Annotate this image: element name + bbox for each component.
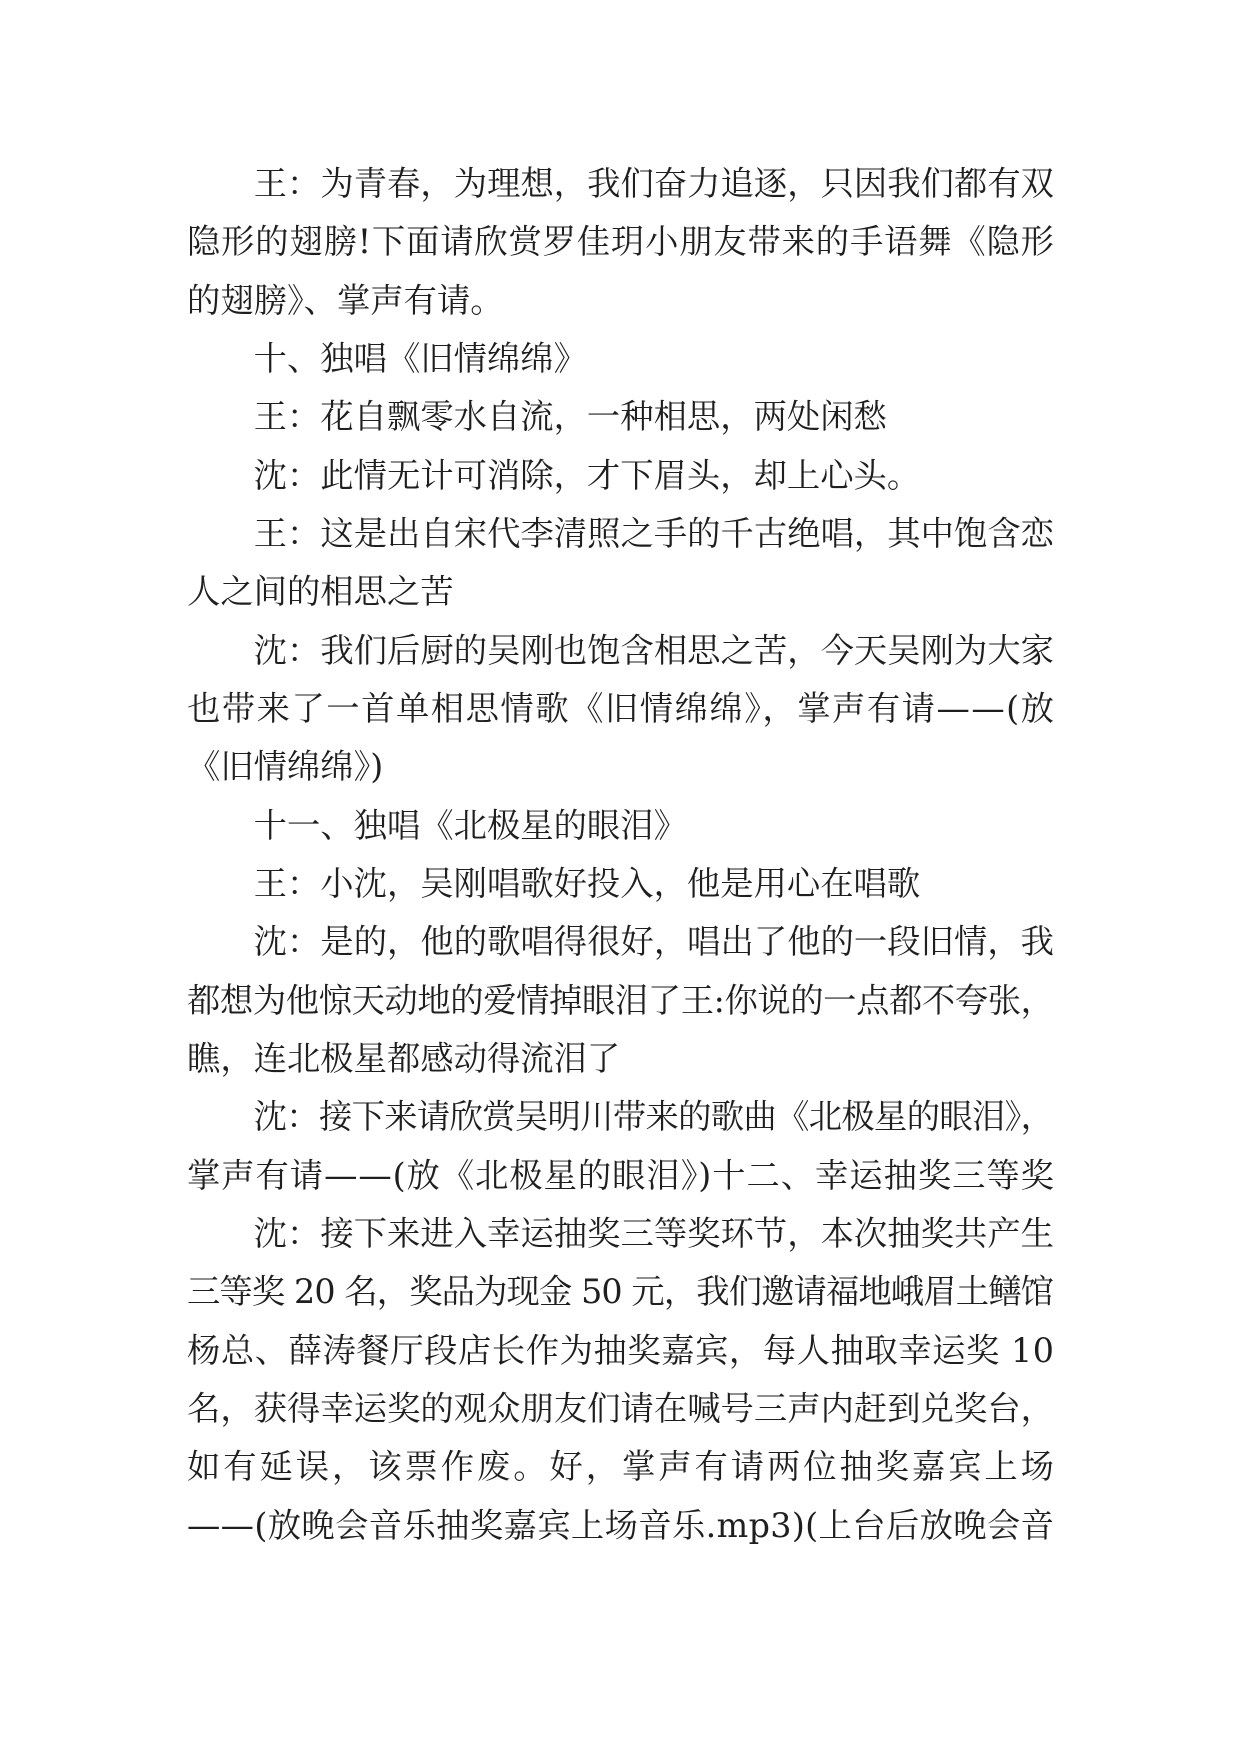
text-line [187,1205,1054,1263]
paragraph [187,622,1054,797]
text-line [187,1322,1054,1380]
text-line [187,972,1054,1030]
line-text: 如有延误，该票作废。好，掌声有请两位抽奖嘉宾上场 [187,1447,1057,1487]
text-line [187,797,1054,855]
line-text: 杨总、薛涛餐厅段店长作为抽奖嘉宾，每人抽取幸运奖 10 [187,1330,1055,1370]
text-line [187,738,1054,796]
line-text: 沈：此情无计可消除，才下眉头，却上心头。 [253,455,921,495]
line-text: 十、独唱《旧情绵绵》 [253,338,587,378]
line-text: 瞧，连北极星都感动得流泪了 [187,1038,621,1078]
section-heading [187,330,1054,388]
line-text: ——(放晚会音乐抽奖嘉宾上场音乐.mp3)(上台后放晚会音 [187,1505,1055,1545]
line-text: 的翅膀》、掌声有请。 [187,280,504,320]
line-text: 王：小沈，吴刚唱歌好投入，他是用心在唱歌 [253,863,921,903]
paragraph [187,913,1054,1088]
line-text: 隐形的翅膀!下面请欣赏罗佳玥小朋友带来的手语舞《隐形 [187,222,1055,262]
text-line [187,622,1054,680]
paragraph [187,855,1054,913]
text-line [187,388,1054,446]
line-text: 沈：接下来请欣赏吴明川带来的歌曲《北极星的眼泪》， [253,1097,1054,1137]
paragraph [187,388,1054,446]
paragraph [187,447,1054,505]
line-text: 人之间的相思之苦 [187,572,454,612]
document-body [187,155,1057,1555]
text-line [187,1088,1054,1146]
line-text: 也带来了一首单相思情歌《旧情绵绵》，掌声有请——(放 [187,688,1056,728]
text-line [187,563,1054,621]
paragraph [187,505,1054,622]
paragraph [187,155,1054,330]
section-heading [187,797,1054,855]
text-line [187,1497,1054,1555]
line-text: 掌声有请——(放《北极星的眼泪》)十二、幸运抽奖三等奖 [187,1155,1055,1195]
text-line [187,505,1054,563]
text-line [187,272,1054,330]
text-line [187,1438,1057,1496]
line-text: 王：为青春，为理想，我们奋力追逐，只因我们都有双 [253,164,1055,203]
paragraph [187,1205,1057,1555]
line-text: 十一、独唱《北极星的眼泪》 [253,805,687,845]
line-text: 都想为他惊天动地的爱情掉眼泪了王:你说的一点都不夸张， [187,980,1054,1020]
text-line [187,1030,1054,1088]
text-line [187,855,1054,913]
text-line [187,447,1054,505]
text-line [187,1380,1054,1438]
text-line [187,1263,1054,1321]
paragraph [187,1088,1054,1205]
text-line [187,330,1054,388]
text-line [187,680,1054,738]
line-text: 王：这是出自宋代李清照之手的千古绝唱，其中饱含恋 [253,513,1055,553]
text-line [187,213,1054,271]
line-text: 沈：我们后厨的吴刚也饱含相思之苦，今天吴刚为大家 [253,630,1055,670]
text-line [187,155,1054,213]
line-text: 名，获得幸运奖的观众朋友们请在喊号三声内赶到兑奖台， [187,1388,1055,1428]
line-text: 沈：接下来进入幸运抽奖三等奖环节，本次抽奖共产生 [253,1213,1055,1253]
line-text: 沈：是的，他的歌唱得很好，唱出了他的一段旧情，我 [253,922,1055,962]
text-line [187,913,1054,971]
line-text: 《旧情绵绵》) [187,747,384,787]
line-text: 三等奖 20 名，奖品为现金 50 元，我们邀请福地峨眉土鳝馆 [187,1272,1054,1312]
text-line [187,1147,1054,1205]
line-text: 王：花自飘零水自流，一种相思，两处闲愁 [253,397,887,437]
